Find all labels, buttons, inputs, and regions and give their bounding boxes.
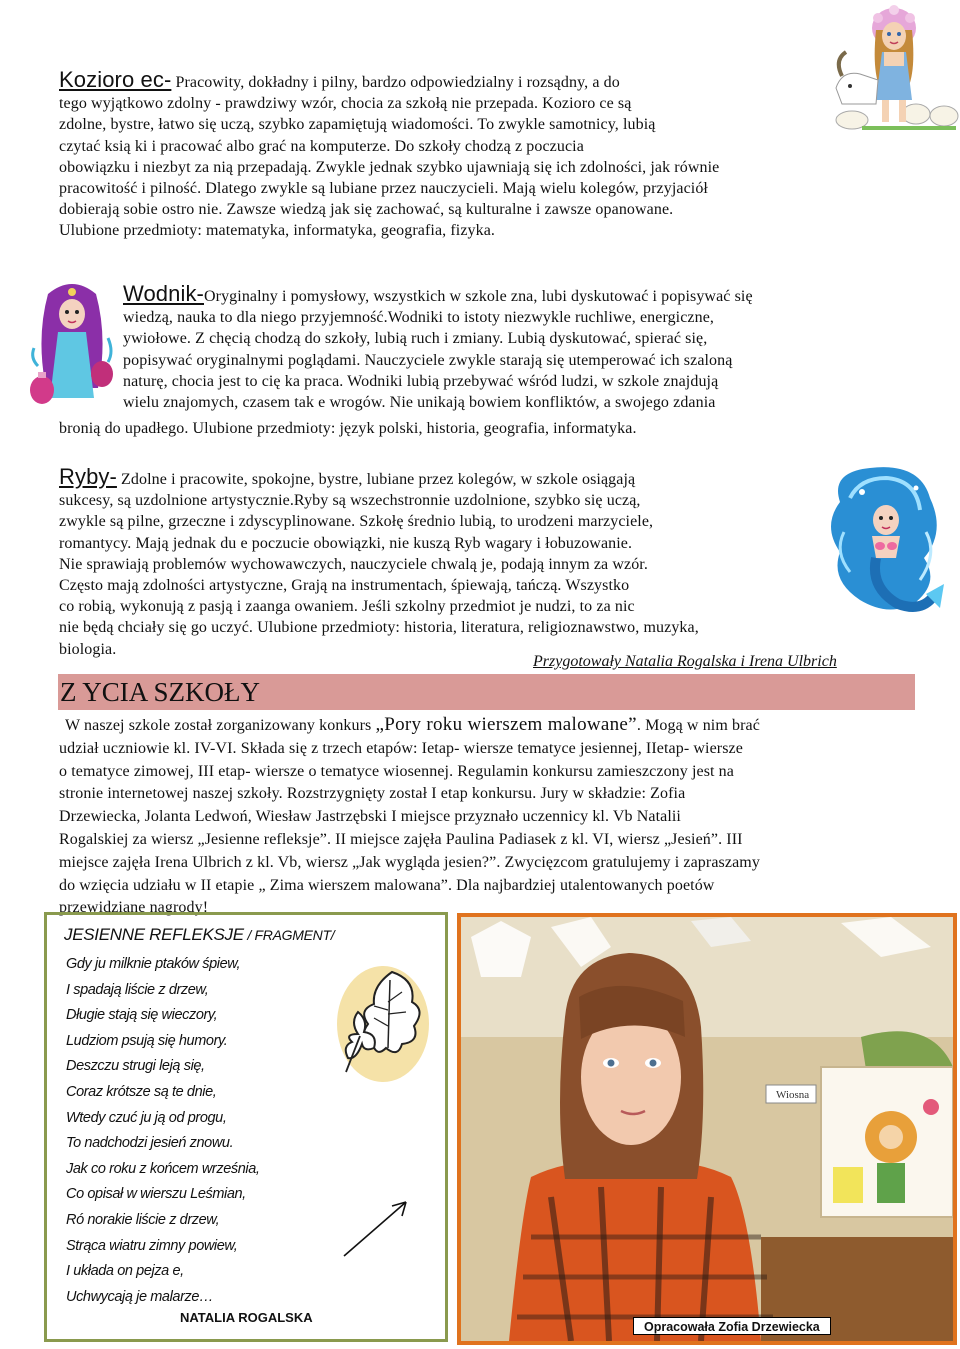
contest-article xyxy=(59,714,760,920)
wodnik-line-4: naturę, chocia jest to cię ka praca. Wodniki lubią przebywać wśród ludzi, w szkole znajdują xyxy=(123,372,719,390)
wodnik-line-6: bronią do upadłego. Ulubione przedmioty: język polski, historia, geografia, informatyka. xyxy=(59,420,637,437)
poem-line-6: Wtedy czuć ju ją od progu, xyxy=(66,1109,227,1126)
koziorozec-line-6: dobierają sobie ostro nie. Zawsze wiedzą jak się zachować, są kulturalne i zawsze opanowane. xyxy=(59,201,674,219)
poem-line-11: Strąca wiatru zimny powiew, xyxy=(66,1237,238,1254)
ryby-line-1: sukcesy, są uzdolnione artystycznie.Ryby są wszechstronnie uzdolnione, szybko się uczą, xyxy=(59,492,641,510)
ryby-line-6: co robią, wykonują z pasją i zaanga owaniem. Jeśli szkolny przedmiot je nudzi, to za nic xyxy=(59,598,635,616)
photo-credit: Opracowała Zofia Drzewiecka xyxy=(633,1317,831,1335)
ryby-heading: Ryby- xyxy=(59,464,117,489)
wiosna-sign: Wiosna xyxy=(776,1089,810,1101)
koziorozec-line-1: tego wyjątkowo zdolny - prawdziwy wzór, chocia za szkołą nie przepada. Kozioro ce są xyxy=(59,95,632,113)
wodnik-line-3: popisywać oryginalnymi poglądami. Nauczyciele zwykle starają się utemperować ich szaloną xyxy=(123,351,733,369)
article-line-3: Drzewiecka, Jolanta Ledwoń, Wiesław Jastrzębski I miejsce przyznało uczennicy kl. Vb Natalii xyxy=(59,808,681,826)
koziorozec-line-3: czytać ksią ki i pracować albo grać na komputerze. Do szkoły chodzą z poczucia xyxy=(59,137,584,155)
poem-line-12: I układa on pejza e, xyxy=(66,1263,184,1280)
poem-line-8: Jak co roku z końcem września, xyxy=(66,1160,260,1177)
poem-line-7: To nadchodzi jesień znowu. xyxy=(66,1135,234,1152)
article-line-0: udział uczniowie kl. IV-VI. Składa się z trzech etapów: Ietap- wiersze tematyce jesiennej, IIetap- wiersze xyxy=(59,739,743,757)
poem-line-4: Deszczu strugi leją się, xyxy=(66,1058,205,1075)
aquarius-girl-illustration xyxy=(28,278,116,412)
koziorozec-paragraph xyxy=(59,69,719,242)
poem-line-10: Ró norakie liście z drzew, xyxy=(66,1211,220,1228)
article-line-5: miejsce zajęła Irena Ulbrich z kl. Vb, wiersz „Jak wygląda jesien?”. Zwycięzcom gratulujemy i zapraszamy xyxy=(59,853,760,871)
poem-line-1: I spadają liście z drzew, xyxy=(66,981,209,998)
ryby-line-2: zwykle są pilne, grzeczne i zdyscyplinowane. Szkołę średnio lubią, to urodzeni marzyciele, xyxy=(59,513,654,531)
koziorozec-heading: Kozioro ec- xyxy=(59,67,172,92)
ryby-signature: Przygotowały Natalia Rogalska i Irena Ulbrich xyxy=(533,653,837,670)
poem-line-13: Uchwycają je malarze… xyxy=(66,1288,214,1305)
poem-title-main: JESIENNE REFLEKSJE xyxy=(64,925,244,944)
ryby-line-7: nie będą chciały się go uczyć. Ulubione przedmioty: historia, literatura, religioznawstwo, muzyka, xyxy=(59,619,699,637)
ryby-line-5: Często mają zdolności artystyczne, Grają na instrumentach, śpiewają, tańczą. Wszystko xyxy=(59,577,630,595)
ryby-line-0: Zdolne i pracowite, spokojne, bystre, lubiane przez kolegów, w szkole osiągają xyxy=(116,471,636,488)
koziorozec-line-5: pracowitość i pilność. Dlatego zwykle są lubiane przez nauczycieli. Mają wielu kolegów, przyjaciół xyxy=(59,180,708,198)
poem-line-3: Ludziom psują się humory. xyxy=(66,1032,228,1049)
poem-line-5: Coraz krótsze są te dnie, xyxy=(66,1083,217,1100)
article-first-line-post: . Mogą w nim brać xyxy=(636,717,760,734)
pisces-mermaid-illustration xyxy=(820,462,952,618)
koziorozec-line-4: obowiązku i niezbyt za nią przepadają. Zwykle jednak szybko ujawniają się ich zdolności, jak równie xyxy=(59,158,720,176)
poem-line-9: Co opisał w wierszu Leśmian, xyxy=(66,1186,246,1203)
poem-line-2: Długie stają się wieczory, xyxy=(66,1007,218,1024)
poem-line-0: Gdy ju milknie ptaków śpiew, xyxy=(66,956,241,972)
ryby-line-4: Nie sprawiają problemów wychowawczych, nauczyciele chwalą je, podają innym za wzór. xyxy=(59,555,648,573)
poem-text xyxy=(66,952,260,1310)
wodnik-line-2: ywiołowe. Z chęcią chodzą do szkoły, lubią ruch i zmiany. Lubią dyskutować, spierać się, xyxy=(123,330,708,348)
article-first-line-pre: W naszej szkole został zorganizowany konkurs xyxy=(65,717,376,734)
wodnik-paragraph xyxy=(123,283,753,413)
ryby-paragraph xyxy=(59,466,699,660)
article-line-6: do wzięcia udziału w II etapie „ Zima wierszem malowana”. Dla najbardziej utalentowanych poetów xyxy=(59,876,715,894)
wodnik-line-1: wiedzą, nauka to dla niego przyjemność.Wodniki to istoty niezwykle ruchliwe, energiczne, xyxy=(123,309,715,327)
koziorozec-line-0: Pracowity, dokładny i pilny, bardzo odpowiedzialny i rozsądny, a do xyxy=(171,74,620,91)
poem-arrow xyxy=(340,1190,420,1260)
autumn-leaves-clipart xyxy=(328,962,438,1094)
article-line-7: przewidziane nagrody! xyxy=(59,899,209,917)
koziorozec-line-2: zdolne, bystre, łatwo się uczą, szybko zapamiętują wiadomości. To zwykle samotnicy, lubią xyxy=(59,116,656,134)
koziorozec-line-7: Ulubione przedmioty: matematyka, informatyka, geografia, fizyka. xyxy=(59,222,496,240)
wodnik-line-0: Oryginalny i pomysłowy, wszystkich w szkole zna, lubi dyskutować i popisywać się xyxy=(204,288,753,305)
article-line-2: stronie internetowej naszej szkoły. Rozstrzygnięty został I etap konkursu. Jury w składzie: Zofia xyxy=(59,785,686,803)
ryby-line-3: romantycy. Mają jednak du e poczucie obowiązki, nie kuszą Ryb wagary i łobuzowanie. xyxy=(59,534,633,552)
contest-name: „Pory roku wierszem malowane” xyxy=(375,714,637,735)
capricorn-girl-illustration xyxy=(832,0,960,140)
poem-author: NATALIA ROGALSKA xyxy=(180,1310,313,1325)
poem-title xyxy=(64,925,334,945)
article-line-1: o tematyce zimowej, III etap- wiersze o tematyce wiosennej. Regulamin konkursu zamieszczony jest na xyxy=(59,762,734,780)
article-line-4: Rogalskiej za wiersz „Jesienne refleksje”. II miejsce zajęła Paulina Padiasek z kl. VI, wiersz „Jesień”. III xyxy=(59,830,743,848)
wodnik-last-line-block xyxy=(59,418,637,439)
student-photo-scene xyxy=(461,917,953,1341)
wodnik-heading: Wodnik- xyxy=(123,281,204,306)
section-banner-z-zycia-szkoly: Z YCIA SZKOŁY xyxy=(58,674,915,710)
poem-title-suffix: / FRAGMENT/ xyxy=(243,927,335,943)
ryby-line-8: biologia. xyxy=(59,640,117,658)
wodnik-line-5: wielu znajomych, czasem tak e wrogów. Nie unikają bowiem konfliktów, a swojego zdania xyxy=(123,394,716,412)
student-photo xyxy=(457,913,957,1345)
